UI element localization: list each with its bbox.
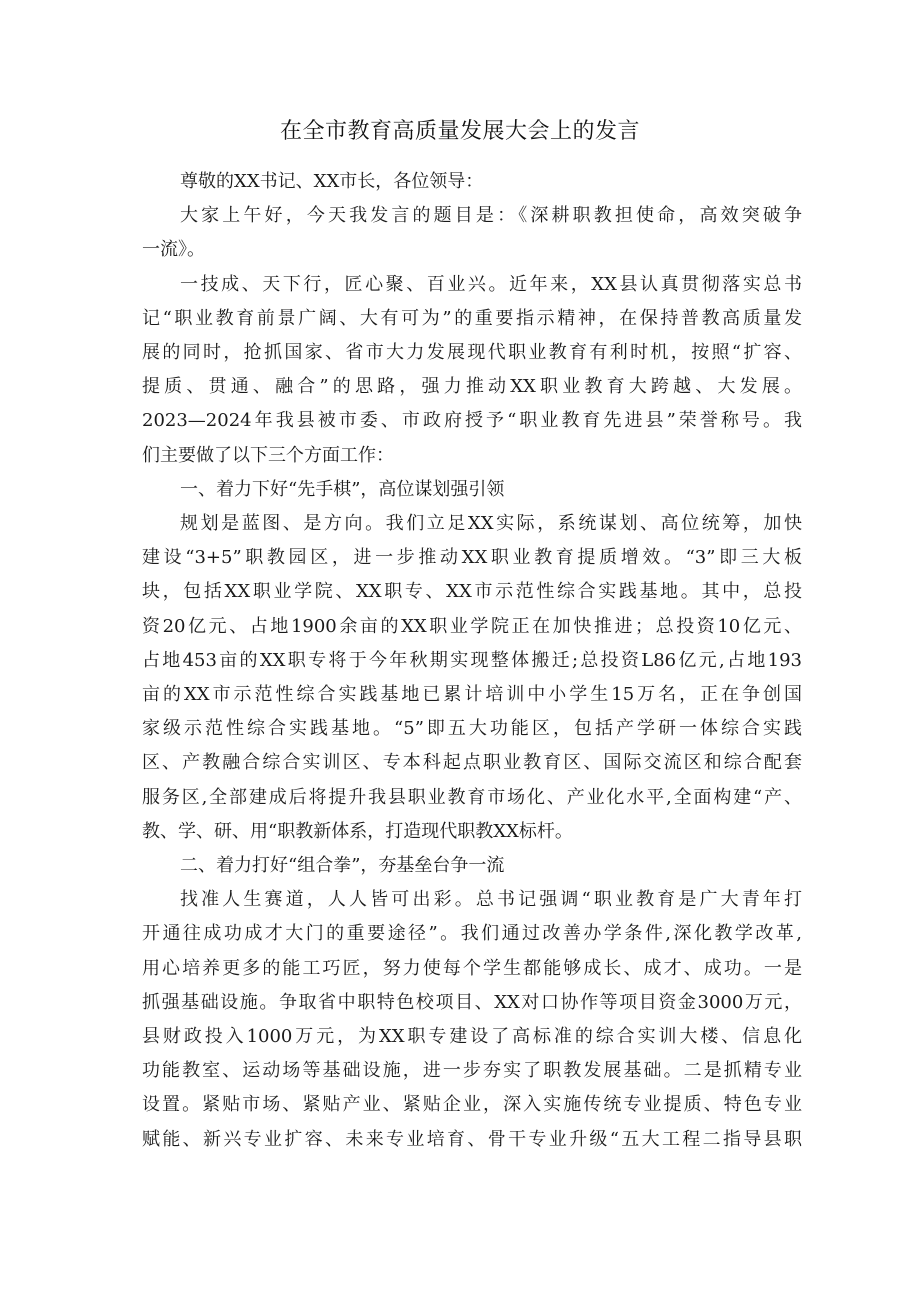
text-line: 2023—2024年我县被市委、市政府授予“职业教育先进县”荣誉称号。我	[142, 410, 802, 431]
text-line: 们主要做了以下三个方面工作：	[142, 445, 394, 466]
text-line: 规划是蓝图、是方向。我们立足XX实际，系统谋划、高位统筹，加快	[180, 513, 802, 534]
text-line: 用心培养更多的能工巧匠，努力使每个学生都能够成长、成才、成功。一是	[142, 958, 802, 979]
text-line: 一、着力下好“先手棋”，高位谋划强引领	[180, 479, 505, 500]
text-line: 教、学、研、用“职教新体系，打造现代职教XX标杆。	[142, 821, 573, 842]
text-line: 抓强基础设施。争取省中职特色校项目、XX对口协作等项目资金3000万元，	[142, 992, 802, 1013]
text-line: 资20亿元、占地1900余亩的XX职业学院正在加快推进；总投资10亿元、	[142, 616, 802, 637]
text-line: 找准人生赛道，人人皆可出彩。总书记强调“职业教育是广大青年打	[180, 889, 802, 910]
text-line: 赋能、新兴专业扩容、未来专业培育、骨干专业升级“五大工程二指导县职	[142, 1129, 802, 1150]
text-line: 一技成、天下行，匠心聚、百业兴。近年来，XX县认真贯彻落实总书	[180, 274, 802, 295]
text-line: 功能教室、运动场等基础设施，进一步夯实了职教发展基础。二是抓精专业	[142, 1060, 802, 1081]
text-line: 展的同时，抢抓国家、省市大力发展现代职业教育有利时机，按照“扩容、	[142, 342, 802, 363]
text-line: 提质、贯通、融合”的思路，强力推动XX职业教育大跨越、大发展。	[142, 376, 802, 397]
text-line: 家级示范性综合实践基地。“5”即五大功能区，包括产学研一体综合实践	[142, 718, 802, 739]
text-line: 块，包括XX职业学院、XX职专、XX市示范性综合实践基地。其中，总投	[142, 581, 802, 602]
text-line: 大家上午好，今天我发言的题目是：《深耕职教担使命，高效突破争	[180, 205, 802, 226]
text-line: 亩的XX市示范性综合实践基地已累计培训中小学生15万名，正在争创国	[142, 684, 802, 705]
document-title: 在全市教育高质量发展大会上的发言	[279, 119, 640, 144]
text-line: 服务区,全部建成后将提升我县职业教育市场化、产业化水平,全面构建“产、	[142, 787, 802, 808]
text-line: 建设“3+5”职教园区，进一步推动XX职业教育提质增效。“3”即三大板	[142, 547, 802, 568]
text-line: 记“职业教育前景广阔、大有可为”的重要指示精神，在保持普教高质量发	[142, 308, 802, 329]
text-line: 一流》。	[142, 239, 205, 260]
text-line: 县财政投入1000万元，为XX职专建设了高标准的综合实训大楼、信息化	[142, 1026, 802, 1047]
text-line: 设置。紧贴市场、紧贴产业、紧贴企业，深入实施传统专业提质、特色专业	[142, 1094, 802, 1115]
text-line: 占地453亩的XX职专将于今年秋期实现整体搬迁;总投资L86亿元,占地193	[142, 650, 802, 671]
text-line: 二、着力打好“组合拳”，夯基垒台争一流	[180, 855, 505, 876]
text-line: 区、产教融合综合实训区、专本科起点职业教育区、国际交流区和综合配套	[142, 752, 802, 773]
text-line: 开通往成功成才大门的重要途径”。我们通过改善办学条件,深化教学改革,	[142, 923, 802, 944]
text-line: 尊敬的XX书记、XX市长，各位领导：	[180, 171, 484, 192]
